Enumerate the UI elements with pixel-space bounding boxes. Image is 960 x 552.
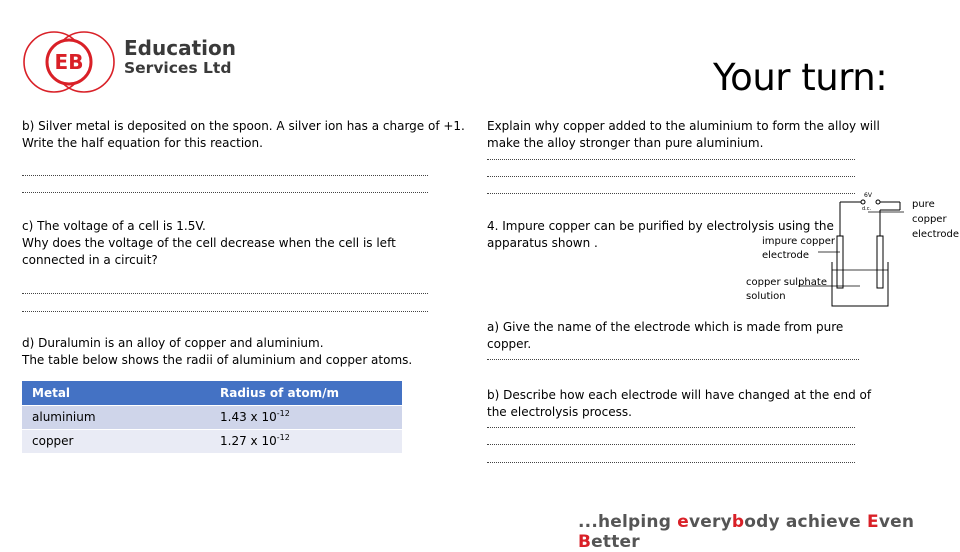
table-cell-radius: 1.27 x $10^{-12}$ [210,429,402,453]
answer-line [487,461,855,463]
question-4: 4. Impure copper can be purified by electrolysis using the apparatus shown . [487,219,834,250]
question-b: b) Silver metal is deposited on the spoon. A silver ion has a charge of +1. Write the half equation for this reaction. [22,119,465,150]
logo-line-2: Services Ltd [124,59,232,77]
impure-copper-label: impure copper electrode [762,236,836,261]
question-4a: a) Give the name of the electrode which is made from pure copper. [487,320,844,351]
table-header: Radius of atom/m [210,381,402,405]
answer-line [22,174,428,176]
answer-line [487,158,855,160]
table-cell-radius: 1.43 x $10^{-12}$ [210,405,402,429]
question-4b: b) Describe how each electrode will have changed at the end of the electrolysis process. [487,388,872,419]
supply-voltage-label: 6V [864,192,872,199]
question-c: c) The voltage of a cell is 1.5V. Why does the voltage of the cell decrease when the cell is left connected in a circuit? [22,219,396,267]
answer-line [22,310,428,312]
table-cell-metal: aluminium [22,405,210,429]
question-d: d) Duralumin is an alloy of copper and aluminium. The table below shows the radii of aluminium and copper atoms. [22,336,413,367]
logo-line-1: Education [124,36,236,60]
tagline: ...helping everybody achieve Even Better [578,512,915,552]
answer-line [22,191,428,193]
pure-copper-label: pure copper electrode [912,199,960,240]
answer-line [487,443,855,445]
atom-radii-table [22,381,402,453]
pure-electrode [877,236,883,288]
impure-electrode [837,236,843,288]
page-title: Your turn: [713,56,888,99]
logo-wordmark [124,37,236,77]
answer-line [487,175,855,177]
copper-sulphate-label: copper sulphate solution [746,277,827,302]
table-row [22,405,402,429]
supply-type-label: d.c. [862,206,872,212]
answer-line [487,358,859,360]
answer-line [487,426,855,428]
electrolysis-diagram [740,192,960,312]
table-header: Metal [22,381,210,405]
answer-line [22,292,428,294]
table-cell-metal: copper [22,429,210,453]
table-header-row [22,381,402,405]
question-explain: Explain why copper added to the aluminium to form the alloy will make the alloy stronger than pure aluminium. [487,119,880,150]
logo-monogram: EB [54,50,84,74]
logo-circles-icon [22,22,127,102]
table-row [22,429,402,453]
